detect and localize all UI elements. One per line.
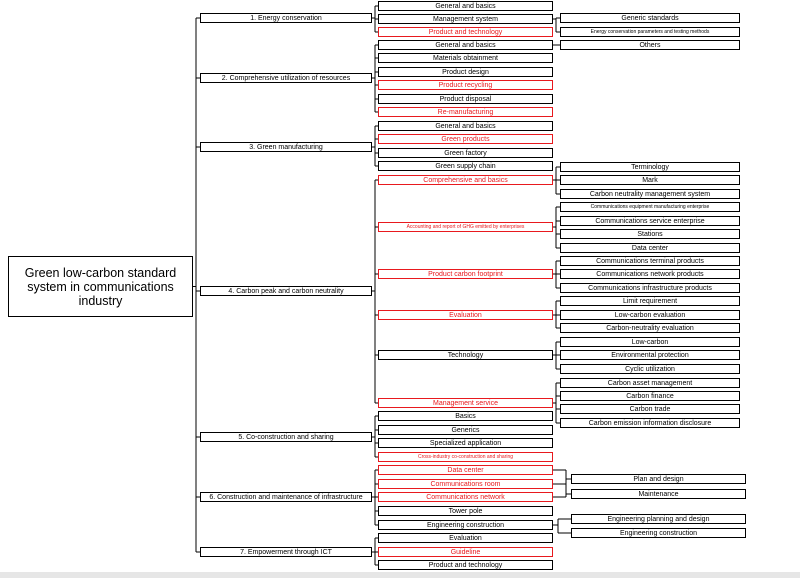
detail-carbon-neutrality-management-system-node: Carbon neutrality management system <box>560 189 740 199</box>
subcategory-materials-obtainment-node: Materials obtainment <box>378 53 553 63</box>
subcategory-cross-industry-co-construction-and-sharing-node: Cross-industry co-construction and sharing <box>378 452 553 462</box>
detail-others-node: Others <box>560 40 740 50</box>
category-1-node: 1. Energy conservation <box>200 13 372 23</box>
subcategory-communications-network-node: Communications network <box>378 492 553 502</box>
detail-communications-terminal-products-node: Communications terminal products <box>560 256 740 266</box>
subcategory-specialized-application-node: Specialized application <box>378 438 553 448</box>
category-5-node: 5. Co-construction and sharing <box>200 432 372 442</box>
subcategory-green-supply-chain-node: Green supply chain <box>378 161 553 171</box>
detail-mark-node: Mark <box>560 175 740 185</box>
detail-environmental-protection-node: Environmental protection <box>560 350 740 360</box>
category-6-node: 6. Construction and maintenance of infrastructure <box>200 492 372 502</box>
subcategory-accounting-and-report-of-ghg-emitted-by-enterprises-node: Accounting and report of GHG emitted by enterprises <box>378 222 553 232</box>
subcategory-product-recycling-node: Product recycling <box>378 80 553 90</box>
subcategory-data-center-node: Data center <box>378 465 553 475</box>
subcategory-green-factory-node: Green factory <box>378 148 553 158</box>
subcategory-tower-pole-node: Tower pole <box>378 506 553 516</box>
subcategory-product-and-technology-node: Product and technology <box>378 560 553 570</box>
detail-maintenance-node: Maintenance <box>571 489 746 499</box>
subcategory-management-service-node: Management service <box>378 398 553 408</box>
detail-carbon-trade-node: Carbon trade <box>560 404 740 414</box>
subcategory-communications-room-node: Communications room <box>378 479 553 489</box>
subcategory-comprehensive-and-basics-node: Comprehensive and basics <box>378 175 553 185</box>
subcategory-general-and-basics-node: General and basics <box>378 40 553 50</box>
detail-carbon-emission-information-disclosure-node: Carbon emission information disclosure <box>560 418 740 428</box>
subcategory-guideline-node: Guideline <box>378 547 553 557</box>
subcategory-general-and-basics-node: General and basics <box>378 1 553 11</box>
subcategory-generics-node: Generics <box>378 425 553 435</box>
category-7-node: 7. Empowerment through ICT <box>200 547 372 557</box>
root-node: Green low-carbon standard system in communications industry <box>8 256 193 317</box>
detail-cyclic-utilization-node: Cyclic utilization <box>560 364 740 374</box>
subcategory-product-carbon-footprint-node: Product carbon footprint <box>378 269 553 279</box>
detail-terminology-node: Terminology <box>560 162 740 172</box>
detail-stations-node: Stations <box>560 229 740 239</box>
detail-carbon-finance-node: Carbon finance <box>560 391 740 401</box>
detail-communications-equipment-manufacturing-enterprise-node: Communications equipment manufacturing enterprise <box>560 202 740 212</box>
subcategory-basics-node: Basics <box>378 411 553 421</box>
subcategory-engineering-construction-node: Engineering construction <box>378 520 553 530</box>
detail-engineering-planning-and-design-node: Engineering planning and design <box>571 514 746 524</box>
detail-communications-infrastructure-products-node: Communications infrastructure products <box>560 283 740 293</box>
detail-data-center-node: Data center <box>560 243 740 253</box>
subcategory-re-manufacturing-node: Re-manufacturing <box>378 107 553 117</box>
detail-limit-requirement-node: Limit requirement <box>560 296 740 306</box>
detail-energy-conservation-parameters-and-testing-methods-node: Energy conservation parameters and testing methods <box>560 27 740 37</box>
subcategory-product-disposal-node: Product disposal <box>378 94 553 104</box>
subcategory-product-and-technology-node: Product and technology <box>378 27 553 37</box>
subcategory-general-and-basics-node: General and basics <box>378 121 553 131</box>
detail-communications-network-products-node: Communications network products <box>560 269 740 279</box>
subcategory-evaluation-node: Evaluation <box>378 310 553 320</box>
detail-communications-service-enterprise-node: Communications service enterprise <box>560 216 740 226</box>
subcategory-product-design-node: Product design <box>378 67 553 77</box>
detail-engineering-construction-node: Engineering construction <box>571 528 746 538</box>
category-2-node: 2. Comprehensive utilization of resources <box>200 73 372 83</box>
subcategory-technology-node: Technology <box>378 350 553 360</box>
detail-carbon-neutrality-evaluation-node: Carbon-neutrality evaluation <box>560 323 740 333</box>
detail-generic-standards-node: Generic standards <box>560 13 740 23</box>
subcategory-evaluation-node: Evaluation <box>378 533 553 543</box>
subcategory-management-system-node: Management system <box>378 14 553 24</box>
category-4-node: 4. Carbon peak and carbon neutrality <box>200 286 372 296</box>
category-3-node: 3. Green manufacturing <box>200 142 372 152</box>
subcategory-green-products-node: Green products <box>378 134 553 144</box>
detail-low-carbon-node: Low-carbon <box>560 337 740 347</box>
detail-carbon-asset-management-node: Carbon asset management <box>560 378 740 388</box>
detail-low-carbon-evaluation-node: Low-carbon evaluation <box>560 310 740 320</box>
bottom-scroll-strip <box>0 572 800 578</box>
detail-plan-and-design-node: Plan and design <box>571 474 746 484</box>
